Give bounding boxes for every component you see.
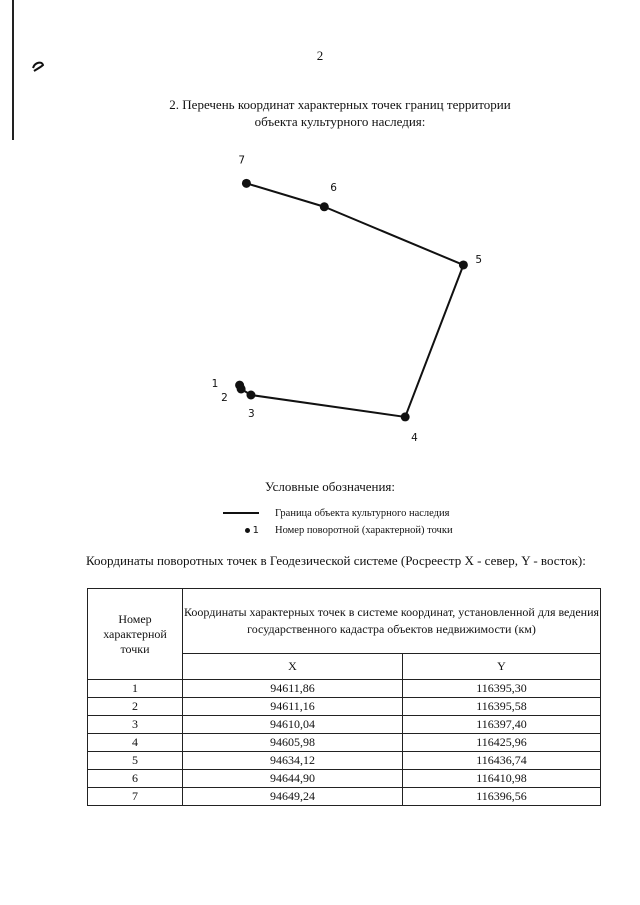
cell-number: 2 [88, 698, 183, 716]
cell-x: 94649,24 [183, 788, 403, 806]
heading-line-1: 2. Перечень координат характерных точек границ территории [169, 97, 511, 112]
cell-number: 5 [88, 752, 183, 770]
cell-number: 3 [88, 716, 183, 734]
boundary-points [212, 154, 482, 444]
boundary-point-5 [459, 260, 468, 269]
header-x: X [183, 653, 403, 679]
point-label-3: 3 [247, 408, 255, 421]
legend-title: Условные обозначения: [264, 479, 396, 494]
header-coordinates: Координаты характерных точек в системе координат, установленной для ведения государственного кадастра объектов недвижимости (км) [183, 589, 601, 654]
point-label-7: 7 [238, 154, 246, 167]
section-heading [120, 96, 560, 130]
cell-y: 116436,74 [403, 752, 601, 770]
boundary-point-7 [242, 179, 251, 188]
boundary-point-2 [237, 384, 246, 393]
coordinates-table [87, 588, 601, 806]
cell-y: 116395,58 [403, 698, 601, 716]
cell-x: 94610,04 [183, 716, 403, 734]
cell-x: 94611,86 [183, 680, 403, 698]
cell-y: 116396,56 [403, 788, 601, 806]
table-row [88, 752, 601, 770]
legend-point-label: Номер поворотной (характерной) точки [275, 524, 453, 536]
boundary-point-3 [246, 391, 255, 400]
legend-boundary-row [223, 505, 449, 521]
table-row [88, 680, 601, 698]
cell-y: 116395,30 [403, 680, 601, 698]
cell-x: 94611,16 [183, 698, 403, 716]
table-row [88, 698, 601, 716]
point-label-4: 4 [411, 431, 418, 444]
heading-line-2: объекта культурного наследия: [254, 114, 426, 129]
cell-y: 116410,98 [403, 770, 601, 788]
legend-point-row [223, 522, 453, 538]
point-label-5: 5 [475, 253, 483, 266]
boundary-diagram [190, 145, 490, 445]
header-y: Y [403, 653, 601, 679]
boundary-polyline [240, 183, 464, 417]
point-label-1: 1 [211, 378, 219, 391]
header-point-number: Номер характерной точки [88, 589, 183, 680]
cell-x: 94644,90 [183, 770, 403, 788]
page-number: 2 [316, 48, 324, 63]
legend-point-symbol: 1 [252, 524, 259, 536]
cell-x: 94634,12 [183, 752, 403, 770]
table-row [88, 734, 601, 752]
legend-boundary-label: Граница объекта культурного наследия [275, 507, 450, 519]
legend-line-swatch [223, 512, 259, 514]
cell-number: 1 [88, 680, 183, 698]
table-row [88, 770, 601, 788]
cell-y: 116397,40 [403, 716, 601, 734]
cell-y: 116425,96 [403, 734, 601, 752]
table-row [88, 788, 601, 806]
cell-x: 94605,98 [183, 734, 403, 752]
cell-number: 6 [88, 770, 183, 788]
point-label-6: 6 [330, 181, 337, 194]
point-label-2: 2 [221, 391, 228, 404]
cell-number: 7 [88, 788, 183, 806]
legend-point-swatch [223, 525, 259, 536]
boundary-point-6 [320, 202, 329, 211]
table-row [88, 716, 601, 734]
scan-edge-line [12, 0, 14, 140]
table-subtitle: Координаты поворотных точек в Геодезической системе (Росреестр X - север, Y - восток): [86, 553, 586, 568]
boundary-point-4 [401, 412, 410, 421]
point-dot-icon [245, 528, 250, 533]
cell-number: 4 [88, 734, 183, 752]
